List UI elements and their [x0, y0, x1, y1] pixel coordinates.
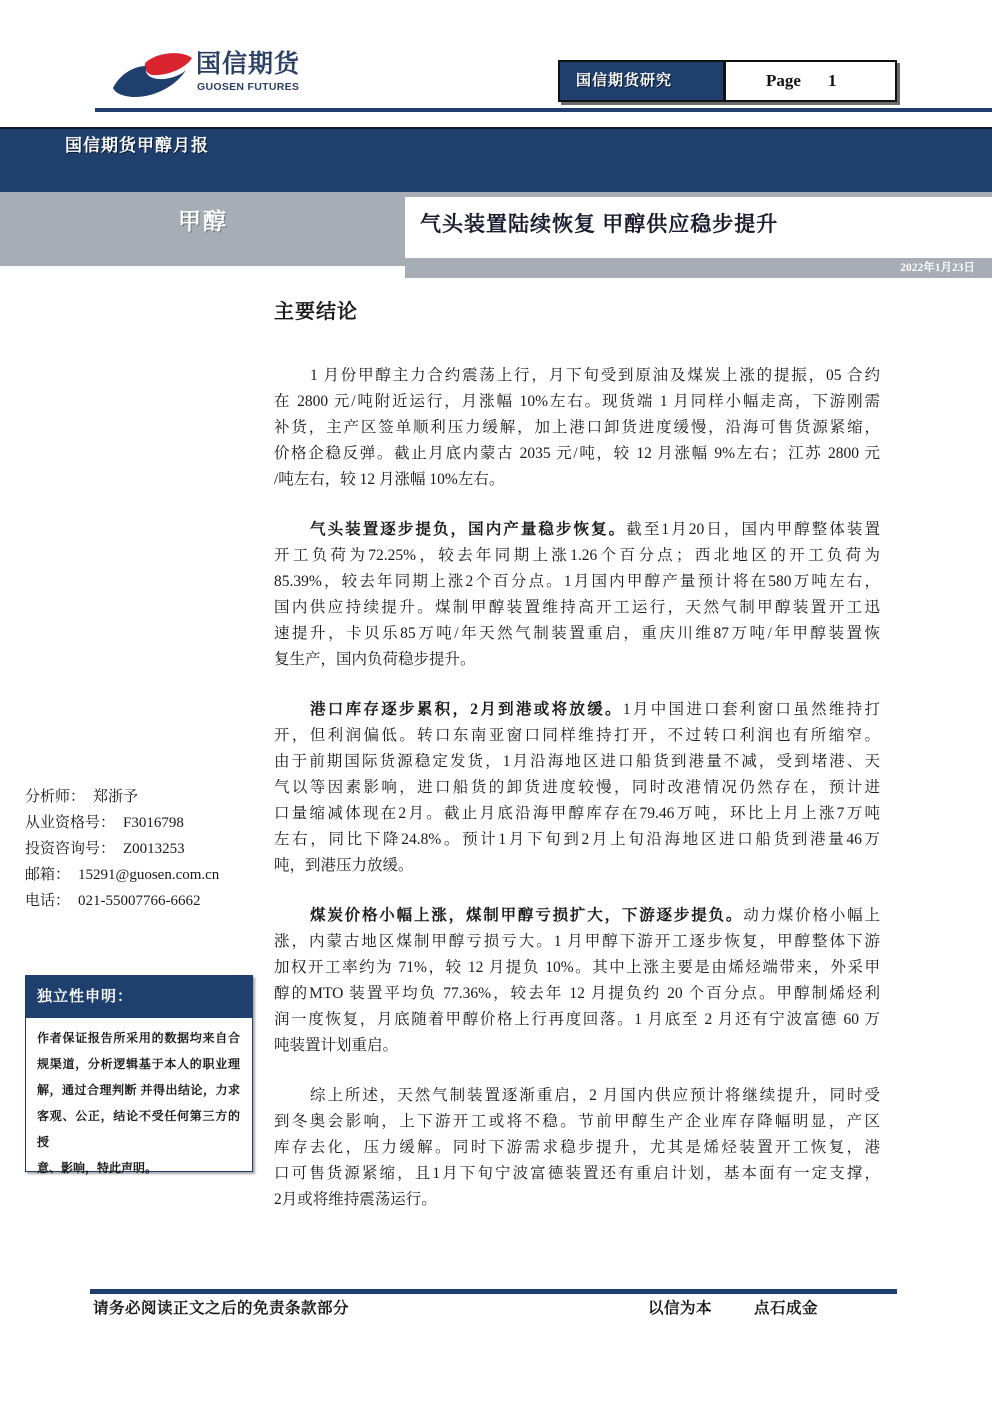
paragraph-line: 在 2800 元/吨附近运行，月涨幅 10%左右。现货端 1 月同样小幅走高，下游刚需: [274, 393, 880, 410]
paragraph-line: 口量缩减体现在2月。截止月底沿海甲醇库存在79.46万吨，环比上月上涨7万吨: [274, 805, 880, 822]
header-label-box: [558, 60, 897, 102]
qualification-value: F3016798: [123, 815, 184, 831]
paragraph-downstream: [274, 903, 880, 1059]
paragraph-supply: [274, 517, 880, 673]
paragraph-line: /吨左右，较 12 月涨幅 10%左右。: [274, 471, 505, 488]
paragraph-line: 吨，到港压力放缓。: [274, 857, 414, 874]
paragraph-port-inventory: [274, 697, 880, 879]
paragraph-text: 1月中国进口套利窗口虽然维持打: [622, 701, 880, 718]
paragraph-line: 醇的MTO 装置平均负 77.36%，较去年 12 月提负约 20 个百分点。甲醇制烯烃利: [274, 985, 880, 1002]
paragraph-lead: 气头装置逐步提负，国内产量稳步恢复。: [310, 521, 627, 538]
paragraph-line: [310, 517, 880, 543]
paragraph-summary: [274, 1083, 880, 1213]
paragraph-line: 涨，内蒙古地区煤制甲醇亏损亏大。1 月甲醇下游开工逐步恢复，甲醇整体下游: [274, 933, 880, 950]
page-indicator: [726, 62, 895, 100]
paragraph-line: 综上所述，天然气制装置逐渐重启，2 月国内供应预计将继续提升，同时受: [310, 1087, 880, 1104]
section-heading: 主要结论: [274, 301, 358, 323]
paragraph-market-review: [274, 363, 880, 493]
paragraph-line: [310, 697, 880, 723]
paragraph-line: 价格企稳反弹。截止月底内蒙古 2035 元/吨，较 12 月涨幅 9%左右；江苏 2800 元: [274, 445, 880, 462]
analyst-info: [25, 784, 265, 914]
analyst-value: 郑浙予: [93, 789, 139, 805]
phone-value: 021-55007766-6662: [78, 893, 201, 909]
statement-body: [26, 1018, 252, 1181]
report-name: 国信期货甲醇月报: [65, 136, 209, 155]
footer-divider: [90, 1289, 897, 1294]
research-label: 国信期货研究: [560, 62, 726, 100]
paragraph-line: 吨装置计划重启。: [274, 1037, 399, 1054]
logo-english-name: GUOSEN FUTURES: [197, 81, 300, 93]
email-value: 15291@guosen.com.cn: [78, 867, 220, 883]
main-body: [274, 363, 880, 1237]
email-row: [25, 862, 265, 888]
paragraph-lead: 港口库存逐步累积，2月到港或将放缓。: [310, 701, 623, 718]
paragraph-line: 库存去化，压力缓解。同时下游需求稳步提升，尤其是烯烃装置开工恢复，港: [274, 1139, 880, 1156]
paragraph-text: 截至1月20日，国内甲醇整体装置: [626, 521, 880, 538]
consulting-id-row: [25, 836, 265, 862]
footer-motto-2: 点石成金: [754, 1300, 819, 1317]
statement-line: 客观、公正，结论不受任何第三方的授: [37, 1109, 240, 1149]
paragraph-line: 1 月份甲醇主力合约震荡上行，月下旬受到原油及煤炭上涨的提振，05 合约: [310, 367, 880, 384]
paragraph-line: 润一度恢复，月底随着甲醇价格上行再度回落。1 月底至 2 月还有宁波富德 60 万: [274, 1011, 880, 1028]
paragraph-line: 由于前期国际货源稳定发货，1月沿海地区进口船货到港量不减，受到堵港、天: [274, 753, 880, 770]
qualification-row: [25, 810, 265, 836]
statement-line: 作者保证报告所采用的数据均来自合: [37, 1031, 240, 1045]
statement-line: 规渠道，分析逻辑基于本人的职业理: [37, 1057, 240, 1071]
consulting-id-value: Z0013253: [123, 841, 185, 857]
paragraph-line: 85.39%，较去年同期上涨2个百分点。1月国内甲醇产量预计将在580万吨左右，: [274, 573, 880, 590]
report-date: 2022年1月23日: [405, 258, 992, 278]
paragraph-line: 速提升，卡贝乐85万吨/年天然气制装置重启，重庆川维87万吨/年甲醇装置恢: [274, 625, 880, 642]
paragraph-line: 加权开工率约为 71%，较 12 月提负 10%。其中上涨主要是由烯烃端带来，外采甲: [274, 959, 880, 976]
commodity-label: 甲醇: [178, 209, 228, 234]
phone-row: [25, 888, 265, 914]
paragraph-text: 动力煤价格小幅上: [743, 907, 880, 924]
header-divider: [95, 108, 992, 112]
paragraph-line: 复生产，国内负荷稳步提升。: [274, 651, 476, 668]
footer-motto-1: 以信为本: [648, 1300, 713, 1317]
page-number: 1: [828, 71, 837, 90]
phone-label: 电话：: [25, 893, 71, 909]
paragraph-line: 开，但利润偏低。转口东南亚窗口同样维持打开，不过转口利润也有所缩窄。: [274, 727, 880, 744]
paragraph-line: 开工负荷为72.25%，较去年同期上涨1.26个百分点；西北地区的开工负荷为: [274, 547, 880, 564]
analyst-label: 分析师：: [25, 789, 86, 805]
email-label: 邮箱：: [25, 867, 71, 883]
paragraph-line: 到冬奥会影响，上下游开工或将不稳。节前甲醇生产企业库存降幅明显，产区: [274, 1113, 880, 1130]
paragraph-line: 国内供应持续提升。煤制甲醇装置维持高开工运行，天然气制甲醇装置开工迅: [274, 599, 880, 616]
paragraph-line: 补货，主产区签单顺利压力缓解，加上港口卸货进度缓慢，沿海可售货源紧缩，: [274, 419, 880, 436]
footer-disclaimer: 请务必阅读正文之后的免责条款部分: [93, 1300, 350, 1317]
paragraph-line: 左右，同比下降24.8%。预计1月下旬到2月上旬沿海地区进口船货到港量46万: [274, 831, 880, 848]
paragraph-line: 2月或将维持震荡运行。: [274, 1191, 437, 1208]
consulting-id-label: 投资咨询号：: [25, 841, 116, 857]
paragraph-line: 口可售货源紧缩，且1月下旬宁波富德装置还有重启计划，基本面有一定支撑，: [274, 1165, 880, 1182]
report-headline: 气头装置陆续恢复 甲醇供应稳步提升: [420, 212, 779, 236]
qualification-label: 从业资格号：: [25, 815, 116, 831]
statement-line: 意、影响，特此声明。: [37, 1161, 158, 1175]
analyst-name-row: [25, 784, 265, 810]
statement-line: 解，通过合理判断 并得出结论，力求: [37, 1083, 240, 1097]
logo-chinese-name: 国信期货: [196, 51, 301, 78]
paragraph-line: 气以等因素影响，进口船货的卸货进度较慢，同时改港情况仍然存在，预计进: [274, 779, 880, 796]
paragraph-lead: 煤炭价格小幅上涨，煤制甲醇亏损扩大，下游逐步提负。: [310, 907, 744, 924]
statement-title: 独立性申明：: [26, 976, 252, 1018]
independence-statement: [25, 975, 253, 1175]
guosen-logo-icon: [112, 48, 194, 100]
paragraph-line: [310, 903, 880, 929]
page-label: Page: [766, 71, 801, 90]
